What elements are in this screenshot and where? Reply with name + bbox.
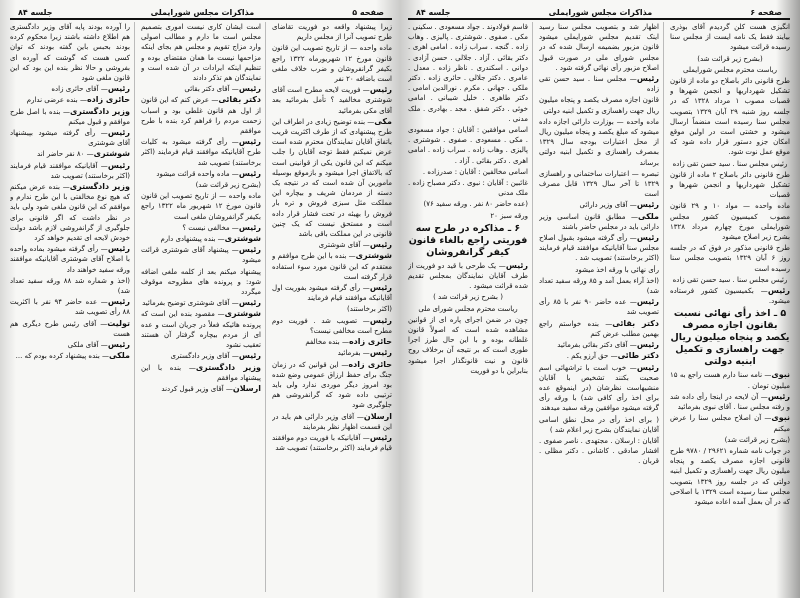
paragraph-text: — آقای شوشتری	[318, 241, 370, 250]
paragraph	[272, 412, 392, 432]
paragraph-text: زیرا پیشنهاد واقعه دو فوریت تقاضای طرح تصویب آنرا از مجلس داریم	[272, 23, 392, 42]
paragraph	[10, 107, 130, 127]
paragraph	[10, 22, 130, 83]
paragraph	[670, 370, 790, 390]
paragraph-text: ماده واحده — مواد ۱۰ و ۲۹ قانون مصوب کمیسیون کشور مجلس شورایملی مورخ چهارم مرداد ۱۳۲۸ بشرح زیر اصلاح میشود	[670, 202, 790, 242]
text-column	[10, 22, 135, 592]
speaker-name: رئیس	[369, 315, 392, 325]
paragraph-text: غائبین : آقایان : نبوی . دکتر مصباح زاده . ملک مدنی	[408, 179, 528, 198]
speaker-name: رئیس	[107, 128, 130, 138]
page-header	[408, 4, 790, 20]
paragraph	[10, 276, 130, 296]
speaker-name: رئیس	[369, 432, 392, 442]
paragraph-text: (اخذ و شماره شد ۸۸ ورقه سفید تعداد شد)	[10, 276, 130, 296]
speaker-name: رئیس	[636, 340, 659, 350]
paragraph	[272, 304, 392, 314]
paragraph-text: پیشنهاد میکنم بعد از کلمه ملغی اضافه شود: و پرونده های مطروحه موقوف میگردد	[141, 267, 261, 297]
paragraph	[272, 360, 392, 411]
paragraph	[670, 446, 790, 507]
paragraph	[141, 245, 261, 265]
paragraph	[670, 243, 790, 274]
paragraph-text: ریاست محترم مجلس شورایملی	[683, 65, 777, 74]
paragraph	[670, 65, 790, 75]
paragraph	[141, 309, 261, 350]
paragraph-text: — عده حاضر ۹۴ نفر با اکثریت ۸۸ رأی تصویب شد	[10, 298, 130, 317]
paragraph-text: اظهار شد و بتصویب مجلس سنا رسید اینک تقدیم مجلس شورایملی میشود قانون مزبور بضمیمه ارسال شده که در مجلس شورای ملی در صورت قبول اصلاح مزبور رأی نهائی گرفته شود .	[539, 23, 659, 72]
paragraph-text: — فوریت لایحه مطرح است آقای شوشتری مخالفید ؟ تأمل بفرمائید بعد آقای مکی بفرمائید	[272, 86, 392, 115]
paragraph	[539, 363, 659, 414]
speaker-name: نبوی	[771, 370, 790, 380]
paragraph	[141, 191, 261, 222]
paragraph-text: ماده واحده — از تاریخ تصویب این قانون قانون مورخ ۱۲ شهریور ماه ۱۳۲۲ راجع بکیفر گرانفروشان ملغی است	[141, 192, 261, 221]
paragraph-text: — بنده با این پیشنهاد موافقم	[141, 363, 261, 382]
paragraph	[539, 351, 659, 361]
paragraph	[10, 297, 130, 317]
paragraph-text: — مخالفی نیست ؟	[182, 223, 239, 232]
paragraph-text: قاسم فولادوند . جواد مسعودی . سکینی . مکی . صفوی . شوشتری . پالیزی . وهاب زاده . گنجه . سراب زاده . امامی اهری . دکتر بقائی . آزاد . جلالی . حسن آزادی . دوانی . اسکندری . ناظر زاده . معدل . عامری . دکتر جلالی . حائری زاده . دکتر ملکی . جهانی . مکرم . نورالدین امامی . دکتر طاهری . خلیل شیبانی . امامی خوئی . دکتر شفق . مجد . بهادری . ملک مدنی .	[408, 23, 528, 123]
speaker-name: رئیس	[107, 160, 130, 170]
paragraph-text: — بکمیسیون کشور فرستاده میشود.	[670, 287, 790, 306]
paragraph-text: ماده واحده — بوزارت دارائی اجازه داده میشود که مبلغ یکصد و پنجاه میلیون ریال از محل اعتبارات بودجه سال ۱۳۲۹ بمصرف راهسازی و تکمیل ابنیه دولتی برساند	[539, 117, 659, 167]
paragraph-text: ( برای اخذ رأی در محل نطق اسامی آقایان نمایندگان بشرح زیر اعلام شد )	[539, 415, 659, 434]
paragraph	[272, 337, 392, 347]
paragraph-text: — رأی گرفته میشود بپیشنهاد آقای شوشتری	[10, 129, 130, 148]
paragraph-text: رئیس مجلس سنا . سید حسن تقی زاده	[672, 159, 788, 168]
paragraph	[141, 22, 261, 83]
paragraph	[408, 22, 528, 124]
paragraph	[10, 161, 130, 181]
speaker-name: حائری زاده	[86, 95, 130, 105]
speaker-name: رئیس	[238, 351, 261, 361]
paragraph	[272, 283, 392, 303]
paragraph-text: — بنده پیشنهاد کرده بودم که ...	[15, 352, 110, 361]
paragraph	[670, 392, 790, 412]
paragraph	[141, 169, 261, 179]
section-heading: ۶ ـ مذاکره در طرح سه فوریتی راجع بالغاء قانون کیفر گرانفروشان	[408, 222, 528, 258]
speaker-name: ارسلان	[363, 411, 392, 421]
paragraph-text: (بشرح زیر قرائت شد)	[195, 181, 261, 190]
paragraph	[272, 85, 392, 116]
paragraph	[10, 351, 130, 361]
paragraph-text: — ۸۰ نفر حاضر اند	[37, 150, 94, 159]
paragraph-text: — بنده با این طرح موافقم و معتقدم که این قانون مورد سوء استفاده قرار گرفته است	[272, 252, 392, 281]
paragraph-text: — مقصود بنده این است که پرونده هائیکه فعلاً در جریان است و عده ای از مردم بیچاره گرفتار آن هستند تعقیب نشود	[141, 310, 261, 350]
paragraph	[539, 415, 659, 435]
paragraph-text: — عرض کنم که این قانون از اول هم قانون غلطی بود و اسباب زحمت مردم را فراهم کرد بنده با طرح موافقم	[141, 96, 261, 136]
paragraph	[539, 340, 659, 350]
paragraph	[10, 319, 130, 339]
paragraph-text: — آقای حائری زاده	[51, 85, 108, 94]
speaker-name: رئیس	[636, 233, 659, 243]
paragraph-text: ریاست محترم مجلس شورای ملی	[418, 304, 518, 313]
paragraph-text: — نامه سنا دارم هست راجع به ۱۵ میلیون تومان .	[670, 371, 790, 390]
speaker-name: وزیر دادگستری	[69, 182, 130, 192]
speaker-name: شوشتری	[355, 251, 392, 261]
speaker-name: رئیس	[636, 200, 659, 210]
paragraph	[670, 170, 790, 201]
speaker-name: رئیس	[238, 222, 261, 232]
paragraph	[408, 292, 528, 302]
speaker-name: رئیس	[238, 298, 261, 308]
paragraph-text: — بفرمائید	[337, 349, 370, 358]
paragraph	[141, 95, 261, 136]
paragraph	[141, 234, 261, 244]
speaker-name: حائری زاده	[348, 337, 392, 347]
paragraph-text: اسامی موافقین : آقایان : جواد مسعودی . مکی . مسعودی . صفوی . شوشتری . پالیزی . وهاب زاده . سراب زاده . امامی اهری . دکتر بقائی . آزاد .	[408, 126, 528, 165]
paragraph	[408, 199, 528, 209]
right-page	[402, 0, 796, 598]
paragraph	[539, 436, 659, 467]
paragraph-text: — آقای وزیر قبول کردند	[161, 384, 233, 393]
paragraph	[141, 137, 261, 168]
paragraph-text: (اکثر برخاستند)	[347, 305, 392, 314]
speaker-name: نبوی	[771, 413, 790, 423]
paragraph-text: ورقه سبز ۲۰	[490, 211, 528, 220]
speaker-name: دکتر بقائی	[612, 318, 659, 328]
paragraph	[670, 76, 790, 158]
paragraph-text: — آقای وزیر دادگستری	[170, 352, 239, 361]
paragraph-text: طرح قانونی مذکور در فوق که در جلسه روز ۶ آبان ۱۳۲۹ بتصویب مجلس سنا رسیده است	[670, 244, 790, 273]
paragraph	[539, 212, 659, 232]
paragraph-text: — آقایانیکه با فوریت دوم موافقند قیام فرمایند (اکثر برخاستند) تصویب شد	[272, 433, 392, 453]
paragraph	[408, 261, 528, 292]
paragraph	[10, 95, 130, 105]
paragraph	[272, 43, 392, 84]
paragraph-text: طرح قانونی دائر باصلاح ۲ ماده از قانون تشکیل شهرداریها و انجمن شهرها و قصبات	[670, 170, 790, 200]
paragraph	[539, 233, 659, 264]
paragraph	[670, 275, 790, 285]
text-column	[670, 22, 790, 592]
paragraph-text: — بنده عرضی ندارم	[26, 96, 87, 105]
paragraph	[408, 178, 528, 198]
speaker-name: رئیس	[636, 74, 659, 84]
paragraph-text: — این قوانین که در زمان جنگ برای حفظ ارزاق عمومی وضع شده بود امروز دیگر موردی ندارد ولی باید ترتیبی داده شود که گرانفروشی هم جلوگیری شود	[272, 360, 392, 410]
section-heading: ۵ ـ اخذ رأی نهائی نسبت بقانون اجازه مصرف یکصد و پنجاه میلیون ریال جهت راهسازی و تکمیل ابنیه دولتی	[670, 308, 790, 368]
paragraph	[670, 435, 790, 445]
paragraph-text: — بنده خواستم راجع بهمین مطلب عرض کنم	[539, 319, 659, 338]
text-column	[408, 22, 533, 592]
speaker-name: رئیس	[238, 168, 261, 178]
paragraph	[272, 348, 392, 358]
paragraph	[539, 22, 659, 73]
speaker-name: رئیس	[369, 283, 392, 293]
speaker-name: مکی	[374, 116, 392, 126]
paragraph-text: را آورده بودند پایه آقای وزیر دادگستری هم اطلاع داشته باشند زیرا محکوم کرده بودند بحبس باین گفته بودند که توان کسی هست که گوشت که آورده ای بفروشی و حالا نظر بنده این بود که این قانون ملغی شود	[10, 23, 130, 83]
speaker-name: رئیس	[505, 260, 528, 270]
paragraph-text: در جواب نامه شماره ۲۹۶۲۱ / ۹۷۸۰ طرح قانونی اجازه مصرف یکصد و پنجاه میلیون ریال جهت راهسازی و تکمیل ابنیه دولتی که در جلسه روز ۱۳۲۹ بتصویب مجلس سنا رسیده است ۱۳۲۹ با اصلاحی که در آن بعمل آمده اعاده میشود	[670, 446, 790, 506]
paragraph	[10, 149, 130, 159]
paragraph	[141, 84, 261, 94]
paragraph	[10, 340, 130, 350]
paragraph-text: تبصره — اعتبارات ساختمانی و راهسازی ۱۳۲۹ تا آخر سال ۱۳۲۹ قابل مصرف است	[539, 169, 659, 199]
paragraph-text: — رأی گرفته میشود بماده واحده با اصلاح آقای شوشتری آقایانیکه موافقند ورقه سفید خواهند داد	[10, 245, 130, 274]
speaker-name: رئیس	[107, 244, 130, 254]
paragraph-text: — بنده با اصل طرح موافقم و قبول میکنم	[10, 107, 130, 126]
paragraph	[141, 363, 261, 383]
text-column	[272, 22, 392, 592]
paragraph	[539, 95, 659, 115]
paragraph-text: — مطابق قانون اساسی وزیر دارائی باید در مجلس حاضر باشند	[539, 212, 659, 231]
paragraph	[272, 316, 392, 336]
paragraph-text: — خوب است با تراشهائی اسم صحبت بکنند تشخیص با آقایان منشیهاست نظرشان (در اینموقع عده برای اخذ رأی کافی شد) با ورقه رأی گرفته میشود موافقین ورقه سفید میدهند	[539, 363, 659, 413]
paragraph-text: — آقای ملکی	[67, 341, 108, 350]
paragraph-text: — عده حاضر ۹۰ نفر با ۸۵ رأی تصویب شد	[539, 298, 659, 317]
publication-title: مذاکرات مجلس شورایملی	[150, 8, 255, 17]
paragraph-text: قانون اجازه مصرف یکصد و پنجاه میلیون ریال جهت راهسازی و تکمیل ابنیه دولتی	[539, 96, 659, 115]
paragraph-text: — آن اصلاح مجلس سنا را عرض میکنم	[670, 414, 790, 433]
paragraph	[141, 298, 261, 308]
paragraph	[408, 211, 528, 221]
session-number: جلسه ۸۴	[416, 8, 451, 17]
left-page	[4, 0, 398, 598]
speaker-name: رئیس	[767, 286, 790, 296]
paragraph	[141, 267, 261, 298]
paragraph	[539, 319, 659, 339]
paragraph-text: (بشرح زیر قرائت شد)	[724, 435, 790, 444]
paragraph-text: ماده واحده — از تاریخ تصویب این قانون قانون مورخ ۱۲ شهریورماه ۱۳۲۲ راجع بکیفر گرانفروشان و ضرب خلاف ملغی است باضافه ۲۰ نفر	[272, 44, 392, 84]
page-number: صفحه ۶	[750, 8, 782, 17]
paragraph	[670, 286, 790, 306]
speaker-name: رئیس	[238, 84, 261, 94]
paragraph-text: — آقای رئیس طرح دیگری هم هست	[10, 319, 130, 338]
paragraph	[10, 128, 130, 148]
paragraph-text: — آقای وزیر دارائی هم باید در این قسمت اظهار نظر بفرمایند	[272, 412, 392, 431]
speaker-name: رئیس	[369, 85, 392, 95]
paragraph-text: — آقای شوشتری توضیح بفرمائید	[142, 299, 239, 308]
speaker-name: ملکی	[109, 351, 130, 361]
paragraph	[10, 84, 130, 94]
paragraph	[670, 159, 790, 169]
paragraph-text: — آقای دکتر بقائی بفرمائید	[557, 341, 637, 350]
speaker-name: رئیس	[107, 84, 130, 94]
paragraph	[539, 117, 659, 168]
paragraph-text: رئیس مجلس سنا . سید حسن تقی زاده	[672, 275, 788, 284]
speaker-name: رئیس	[238, 137, 261, 147]
paragraph-text: — بنده پیشنهادی دارم	[160, 235, 225, 244]
speaker-name: دکتر طائی	[617, 351, 659, 361]
paragraph-text: (عده حاضر ۸۰ نفر . ورقه سفید ۷۶)	[423, 200, 528, 209]
paragraph-text: — ماده واحده قرائت میشود	[156, 169, 239, 178]
paragraph-text: — مجلس سنا . سید حسن تقی زاده	[539, 75, 659, 94]
paragraph	[408, 125, 528, 166]
paragraph	[408, 315, 528, 376]
page-header	[10, 4, 392, 20]
speaker-name: رئیس	[369, 348, 392, 358]
paragraph	[141, 180, 261, 190]
speaker-name: وزیر دادگستری	[195, 362, 261, 372]
speaker-name: حائری زاده	[348, 359, 392, 369]
paragraph-text: رأی نهائی با ورقه اخذ میشود	[575, 265, 659, 274]
speaker-name: رئیس	[767, 391, 790, 401]
paragraph	[272, 22, 392, 42]
paragraph-text: طرح قانونی دائر باصلاح دو ماده از قانون تشکیل شهرداریها و انجمن شهرها و قصبات مصوب ۱ مرداد ۱۳۲۸ که در جلسه روز شنبه ۲۹ آبان ۱۳۲۹ بتصویب مجلس سنا رسیده است منضماً ارسال میشود و خشتی است در اولین موقع امکان جزو دستور قرار داده شود که موقع عمل نوت شود.	[670, 77, 790, 157]
paragraph	[539, 200, 659, 210]
paragraph	[539, 265, 659, 275]
paragraph-text: — رأی گرفته میشود به کلیات طرح آقایانیکه موافقند قیام فرمایند (اکثر برخاستند) تصویب شد	[141, 138, 261, 167]
speaker-name: ارسلان	[232, 383, 261, 393]
paragraph	[10, 182, 130, 243]
paragraph	[272, 117, 392, 239]
paragraph	[272, 240, 392, 250]
paragraph-text: اسامی مخالفین : آقایان : صدرزاده .	[422, 167, 528, 176]
paragraph	[272, 433, 392, 453]
paragraph-text: — بنده مخالفم	[305, 338, 349, 347]
paragraph-text: (بشرح زیر قرائت شد)	[697, 54, 763, 63]
paragraph-text: — آقای وزیر دارائی	[579, 201, 637, 210]
paragraph	[141, 223, 261, 233]
paragraph-text: ( بشرح زیر قرائت شد )	[433, 293, 503, 302]
paragraph	[670, 54, 790, 64]
paragraph-text: — آن لایحه در اینجا رأی داده شد و رفته مجلس سنا . آقای نبوی بفرمائید	[670, 392, 790, 412]
speaker-name: دکتر بقائی	[218, 95, 261, 105]
paragraph-text: چون در ضمن اجرای پاره ای از قوانین مشاهده شده است که اصولاً قانون غلطانه بوده و با این حال طرز اجرا طوری است که بر نتیجه آن برخلاف روح قانون و نیت قانونگذار اجرا میشود بنابراین با دو فوریت	[408, 315, 528, 375]
paragraph	[539, 169, 659, 200]
speaker-name: رئیس	[238, 245, 261, 255]
speaker-name: رئیس	[636, 297, 660, 307]
paragraph	[670, 413, 790, 433]
paragraph	[670, 22, 790, 53]
paragraph	[141, 351, 261, 361]
page-number: صفحه ۵	[352, 8, 384, 17]
paragraph	[272, 251, 392, 282]
text-column	[539, 22, 664, 592]
speaker-name: رئیس	[636, 362, 659, 372]
paragraph-text: (اخذ آراء بعمل آمد و ۸۵ ورقه سفید تعداد شد)	[539, 276, 659, 296]
paragraph-text: — پیشنهاد آقای شوشتری قرائت میشود	[141, 246, 261, 265]
paragraph-text: — حق آرزو یکم .	[566, 352, 618, 361]
paragraph-text: — رأی گرفته میشود بقبول اصلاح مجلس سنا آقایانیکه موافقند قیام فرمایند (اکثر برخاستند) تصویب شد .	[539, 234, 659, 263]
speaker-name: شوشتری	[224, 309, 261, 319]
columns	[408, 22, 790, 592]
paragraph-text: — تصویب شد . فوریت دوم مطرح است مخالفی نیست؟	[272, 316, 392, 335]
paragraph-text: — رأی گرفته میشود بفوریت اول آقایانیکه موافقند قیام فرمایند	[272, 284, 392, 303]
paragraph-text: آقایان : ارسلان . مجتهدی . ناصر صفوی . افشار صادقی . کاشانی . دکتر مظلی . قربان .	[539, 436, 659, 466]
paragraph	[539, 74, 659, 94]
paragraph	[408, 304, 528, 314]
speaker-name: رئیس	[107, 297, 130, 307]
paragraph	[670, 201, 790, 242]
speaker-name: تولیت	[107, 318, 130, 328]
paragraph-text: — بنده توضیح زیادی در اطراف این طرح پیشنهادی که از طرف اکثریت قریب باتفاق آقایان نمایندگان محترم شده است عرض نمیکنم فقط توجه آقایان را جلب میکنم که این قانون یکی از قوانینی است که بالاتفاق اجرا میشود و بازموقع بوسیله مامورین آن شده است که در نتیجه یک دسته از مردمان شریف و بیچاره این مملکت مثل سبزی فروش و تره بار فروش را بهیئه در تحت فشار قرار داده است و مستحق نیست که یک چنین قانونی در این مملکت باقی باشد	[272, 117, 392, 239]
speaker-name: رئیس	[107, 340, 130, 350]
paragraph	[539, 297, 659, 317]
speaker-name: ملکی	[638, 211, 659, 221]
paragraph	[10, 244, 130, 275]
paragraph	[141, 384, 261, 394]
publication-title: مذاکرات مجلس شورایملی	[548, 8, 653, 17]
paragraph-text: — آقایانیکه موافقند قیام فرمایند (اکثر برخاستند) تصویب شد	[10, 161, 130, 180]
speaker-name: رئیس	[369, 240, 392, 250]
paragraph	[408, 167, 528, 177]
columns	[10, 22, 392, 592]
paragraph-text: — آقای دکتر بقائی	[184, 85, 239, 94]
speaker-name: شوشتری	[93, 149, 130, 159]
paragraph-text: — یک طرحی با قید دو فوریت از طرف آقایان نمایندگان بمجلس تقدیم شده قرائت میشود .	[408, 261, 528, 291]
session-number: جلسه ۸۴	[18, 8, 53, 17]
paragraph-text: است ایشان کاری نیست اموری بتصمیم مجلس است ما دارم و مطالب اصولی وارد مزاج تقویم و مجلس هم بجای اینکه مزاحمها نیست ما همان مقتضای بوده و تنظیم اینکه ایرادات در آن شده است و نمایندگان هم تذکر دادند	[141, 23, 261, 83]
speaker-name: شوشتری	[224, 234, 261, 244]
paragraph-text: انگیزی هست کلن گردیدم آقای بوذری بیایند فقط یک نامه ایست از مجلس سنا رسیده قرائت میشود	[670, 23, 790, 52]
paragraph	[539, 276, 659, 296]
text-column	[141, 22, 266, 592]
speaker-name: وزیر دادگستری	[69, 106, 130, 116]
paragraph-text: — بنده عرض میکنم که هیچ نوع مخالفتی با این طرح ندارم و موافقم که این قانون ملغی شود ولی باید در نظر داشت که اگر قانونی برای جلوگیری از گرانفروشی لازم باشد دولت خودش لایحه ای تقدیم خواهد کرد	[10, 183, 130, 243]
